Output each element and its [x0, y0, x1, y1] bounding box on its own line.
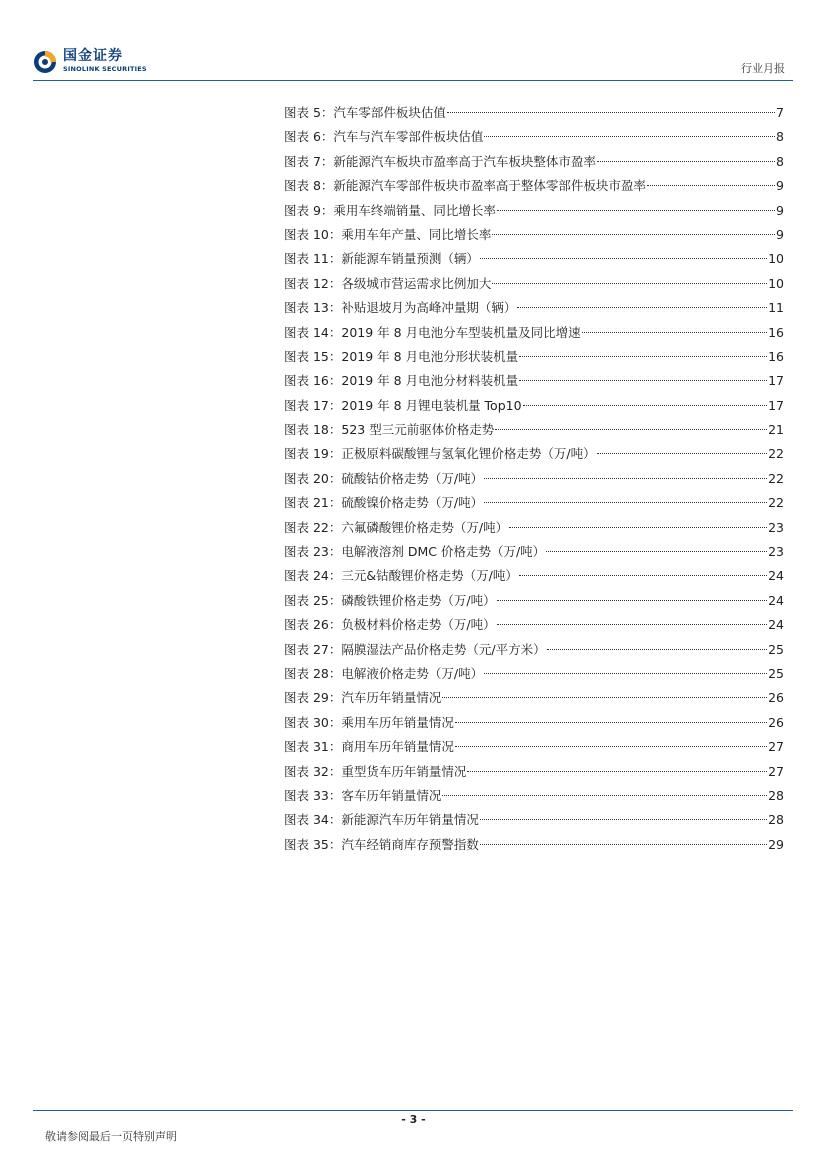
toc-dot-leader: [517, 307, 767, 308]
toc-entry-page: 22: [768, 446, 784, 462]
toc-entry[interactable]: [284, 247, 784, 271]
toc-dot-leader: [523, 405, 768, 406]
toc-entry-page: 7: [776, 105, 784, 120]
toc-entry-page: 11: [768, 300, 784, 316]
toc-dot-leader: [455, 746, 767, 747]
toc-entry[interactable]: [284, 564, 784, 588]
toc-entry[interactable]: [284, 223, 784, 247]
toc-entry-page: 25: [768, 641, 784, 657]
toc-entry[interactable]: [284, 662, 784, 686]
toc-entry-label: 图表 16：2019 年 8 月电池分材料装机量: [284, 373, 519, 389]
toc-dot-leader: [546, 551, 767, 552]
toc-dot-leader: [484, 136, 775, 137]
toc-entry[interactable]: [284, 101, 784, 125]
toc-entry[interactable]: [284, 540, 784, 564]
toc-dot-leader: [519, 575, 767, 576]
toc-entry[interactable]: [284, 711, 784, 735]
toc-entry-label: 图表 12：各级城市营运需求比例加大: [284, 275, 492, 291]
toc-entry[interactable]: [284, 150, 784, 174]
toc-entry[interactable]: [284, 272, 784, 296]
toc-entry-label: 图表 35：汽车经销商库存预警指数: [284, 836, 479, 852]
toc-entry[interactable]: [284, 174, 784, 198]
toc-entry-label: 图表 27：隔膜湿法产品价格走势（元/平方米）: [284, 641, 546, 657]
toc-entry[interactable]: [284, 296, 784, 320]
toc-dot-leader: [497, 600, 768, 601]
toc-entry-page: 17: [768, 373, 784, 389]
toc-entry-label: 图表 21：硫酸镍价格走势（万/吨）: [284, 495, 484, 511]
toc-dot-leader: [480, 844, 767, 845]
toc-entry-label: 图表 30：乘用车历年销量情况: [284, 714, 454, 730]
toc-entry-page: 17: [768, 397, 784, 413]
toc-entry[interactable]: [284, 784, 784, 808]
toc-dot-leader: [492, 234, 775, 235]
toc-dot-leader: [467, 771, 767, 772]
toc-entry-label: 图表 5：汽车零部件板块估值: [284, 105, 446, 120]
toc-dot-leader: [547, 649, 768, 650]
toc-entry-page: 8: [776, 129, 784, 145]
toc-entry-label: 图表 22：六氟磷酸锂价格走势（万/吨）: [284, 519, 509, 535]
toc-entry-label: 图表 8：新能源汽车零部件板块市盈率高于整体零部件板块市盈率: [284, 178, 646, 194]
toc-entry-page: 29: [768, 836, 784, 852]
toc-entry-page: 16: [768, 324, 784, 340]
toc-entry-label: 图表 29：汽车历年销量情况: [284, 690, 442, 706]
footer-divider: [33, 1110, 793, 1111]
toc-entry[interactable]: [284, 491, 784, 515]
toc-entry-label: 图表 14：2019 年 8 月电池分车型装机量及同比增速: [284, 324, 581, 340]
toc-dot-leader: [442, 795, 767, 796]
toc-entry-page: 27: [768, 739, 784, 755]
page-header: [0, 0, 827, 80]
toc-entry[interactable]: [284, 638, 784, 662]
toc-entry[interactable]: [284, 833, 784, 857]
toc-entry-label: 图表 32：重型货车历年销量情况: [284, 763, 467, 779]
logo-english-name: SINOLINK SECURITIES: [63, 65, 147, 73]
toc-entry-label: 图表 34：新能源汽车历年销量情况: [284, 812, 479, 828]
header-divider: [33, 80, 793, 81]
toc-entry-label: 图表 6：汽车与汽车零部件板块估值: [284, 129, 484, 145]
toc-dot-leader: [442, 697, 767, 698]
toc-entry-page: 9: [776, 178, 784, 194]
toc-entry-page: 26: [768, 690, 784, 706]
page-number: - 3 -: [401, 1113, 426, 1126]
toc-entry-page: 28: [768, 787, 784, 803]
toc-entry-page: 28: [768, 812, 784, 828]
toc-entry-label: 图表 26：负极材料价格走势（万/吨）: [284, 617, 496, 633]
toc-dot-leader: [492, 283, 767, 284]
report-type-label: 行业月报: [741, 62, 785, 75]
toc-entry-label: 图表 24：三元&钴酸锂价格走势（万/吨）: [284, 568, 518, 584]
toc-entry-page: 9: [776, 202, 784, 218]
toc-entry-label: 图表 31：商用车历年销量情况: [284, 739, 454, 755]
toc-entry[interactable]: [284, 516, 784, 540]
toc-dot-leader: [495, 429, 767, 430]
toc-dot-leader: [497, 624, 768, 625]
toc-dot-leader: [497, 210, 775, 211]
toc-entry-label: 图表 18：523 型三元前驱体价格走势: [284, 422, 495, 438]
toc-entry-page: 9: [776, 226, 784, 242]
toc-dot-leader: [484, 478, 767, 479]
toc-entry-page: 25: [768, 665, 784, 681]
toc-entry-page: 16: [768, 348, 784, 364]
toc-entry-label: 图表 28：电解液价格走势（万/吨）: [284, 665, 484, 681]
toc-entry-page: 26: [768, 714, 784, 730]
toc-entry[interactable]: [284, 686, 784, 710]
toc-entry[interactable]: [284, 199, 784, 223]
toc-entry-page: 10: [768, 275, 784, 291]
toc-entry-page: 24: [768, 592, 784, 608]
toc-entry[interactable]: [284, 613, 784, 637]
toc-entry[interactable]: [284, 808, 784, 832]
toc-entry-label: 图表 10：乘用车年产量、同比增长率: [284, 226, 492, 242]
toc-entry-label: 图表 23：电解液溶剂 DMC 价格走势（万/吨）: [284, 544, 546, 560]
toc-entry[interactable]: [284, 760, 784, 784]
toc-entry[interactable]: [284, 394, 784, 418]
toc-dot-leader: [455, 722, 767, 723]
company-logo: [33, 48, 151, 78]
toc-entry-label: 图表 15：2019 年 8 月电池分形状装机量: [284, 348, 519, 364]
toc-entry[interactable]: [284, 589, 784, 613]
toc-entry-label: 图表 9：乘用车终端销量、同比增长率: [284, 202, 496, 218]
toc-entry-label: 图表 11：新能源车销量预测（辆）: [284, 251, 479, 267]
disclaimer-text: 敬请参阅最后一页特别声明: [45, 1130, 177, 1143]
sinolink-logo-icon: [33, 50, 57, 74]
toc-entry[interactable]: [284, 418, 784, 442]
toc-dot-leader: [519, 356, 767, 357]
toc-entry-label: 图表 7：新能源汽车板块市盈率高于汽车板块整体市盈率: [284, 153, 596, 169]
toc-dot-leader: [480, 819, 767, 820]
toc-dot-leader: [647, 185, 775, 186]
toc-entry[interactable]: [284, 442, 784, 466]
toc-dot-leader: [447, 112, 775, 113]
toc-entry-label: 图表 13：补贴退坡月为高峰冲量期（辆）: [284, 300, 517, 316]
toc-entry[interactable]: [284, 369, 784, 393]
toc-dot-leader: [597, 453, 768, 454]
toc-entry-page: 22: [768, 495, 784, 511]
toc-entry[interactable]: [284, 735, 784, 759]
toc-entry-page: 8: [776, 153, 784, 169]
toc-entry-page: 24: [768, 568, 784, 584]
toc-dot-leader: [484, 502, 767, 503]
toc-entry[interactable]: [284, 467, 784, 491]
toc-entry-page: 21: [768, 422, 784, 438]
toc-entry-page: 23: [768, 544, 784, 560]
toc-dot-leader: [509, 527, 767, 528]
toc-dot-leader: [582, 332, 768, 333]
toc-entry-label: 图表 20：硫酸钴价格走势（万/吨）: [284, 470, 484, 486]
logo-chinese-name: 国金证券: [63, 48, 123, 64]
toc-entry-page: 10: [768, 251, 784, 267]
toc-dot-leader: [519, 380, 767, 381]
toc-entry[interactable]: [284, 321, 784, 345]
toc-entry-label: 图表 17：2019 年 8 月锂电装机量 Top10: [284, 397, 522, 413]
toc-entry-page: 22: [768, 470, 784, 486]
toc-entry-label: 图表 33：客车历年销量情况: [284, 787, 442, 803]
toc-entry-label: 图表 19：正极原料碳酸锂与氢氧化锂价格走势（万/吨）: [284, 446, 596, 462]
toc-entry-page: 27: [768, 763, 784, 779]
toc-entry-label: 图表 25：磷酸铁锂价格走势（万/吨）: [284, 592, 496, 608]
toc-dot-leader: [484, 673, 767, 674]
toc-dot-leader: [480, 258, 767, 259]
toc-entry-page: 24: [768, 617, 784, 633]
figure-list: [284, 101, 784, 857]
toc-entry[interactable]: [284, 345, 784, 369]
toc-entry-page: 23: [768, 519, 784, 535]
toc-dot-leader: [597, 161, 775, 162]
toc-entry[interactable]: [284, 125, 784, 149]
